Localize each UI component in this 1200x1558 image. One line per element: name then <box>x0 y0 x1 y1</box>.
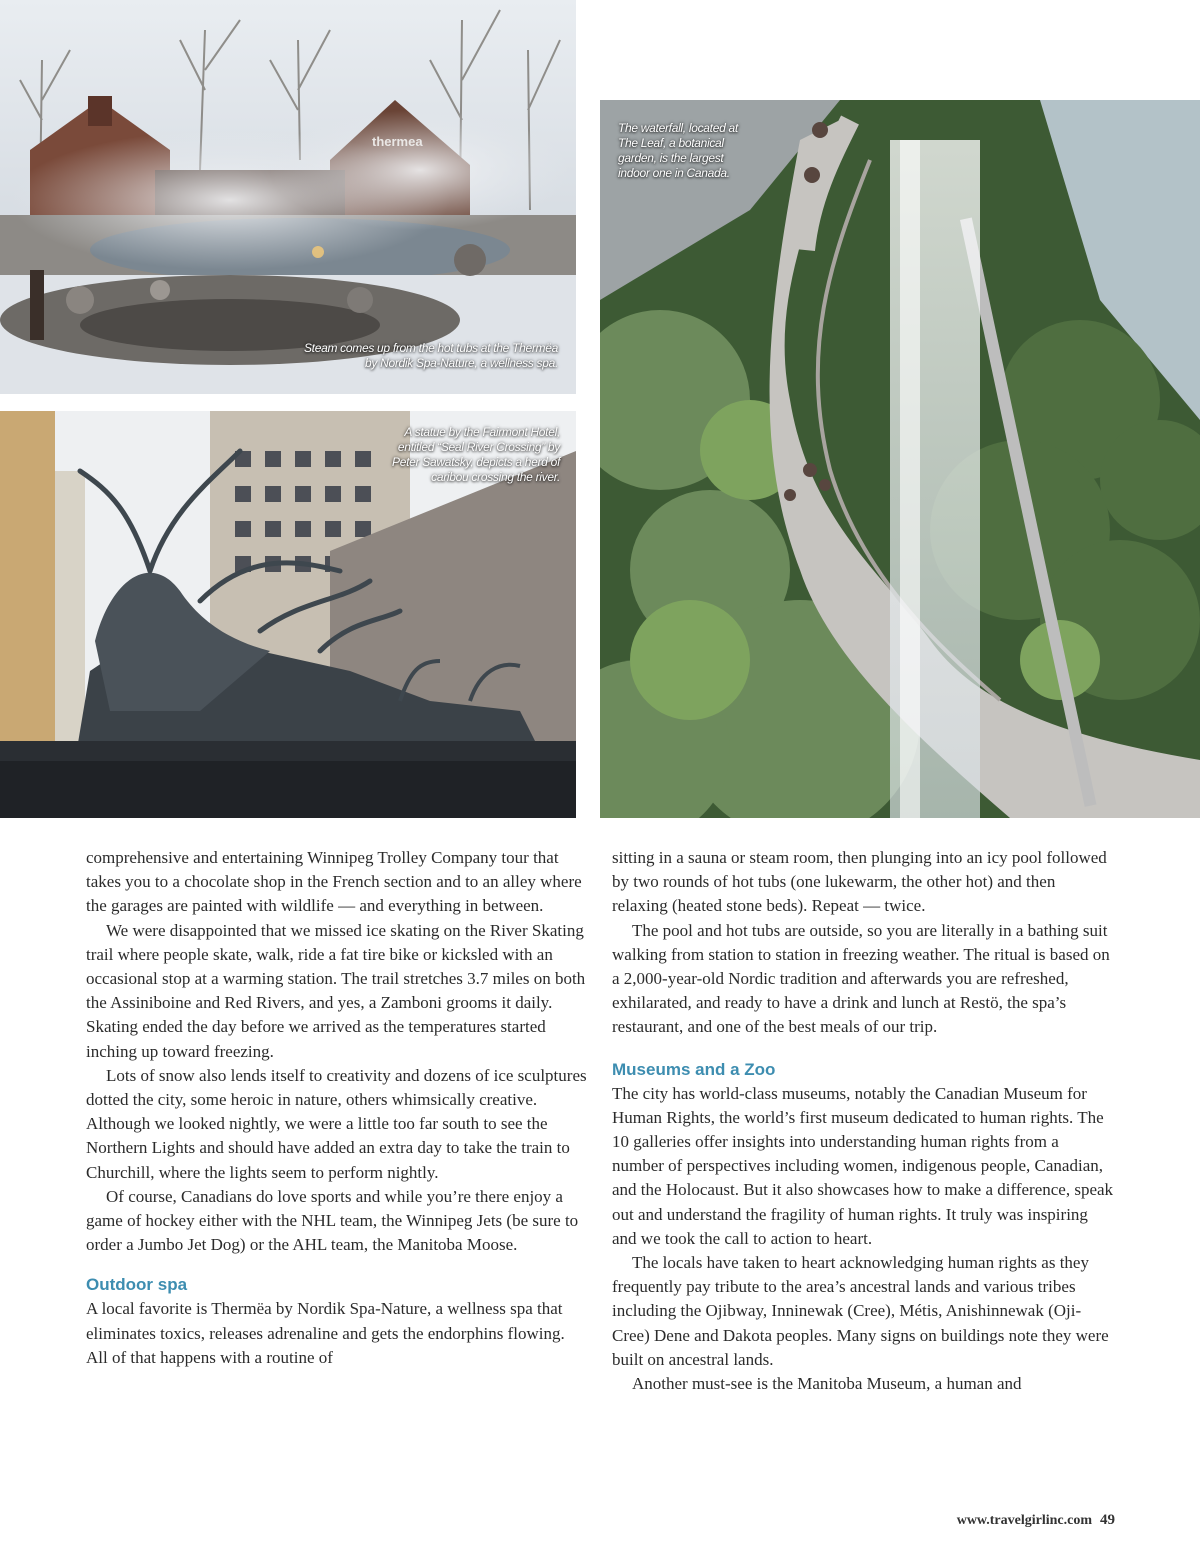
spa-caption: Steam comes up from the hot tubs at the Thermëa by Nordik Spa-Nature, a wellness spa. <box>303 341 558 370</box>
waterfall-caption: The waterfall, located at The Leaf, a botanical garden, is the largest indoor one in Canada. <box>618 121 738 180</box>
right-paragraph-5: Another must-see is the Manitoba Museum, a human and <box>632 1374 1022 1394</box>
right-column <box>612 846 1114 1396</box>
museums-zoo-heading: Museums and a Zoo <box>612 1059 776 1079</box>
outdoor-spa-heading: Outdoor spa <box>86 1275 188 1295</box>
page-number: 49 <box>1100 1512 1115 1528</box>
left-paragraph-1: comprehensive and entertaining Winnipeg Trolley Company tour that takes you to a chocolate shop in the French section and to an alley where the garages are painted with wildlife — and everything in between. <box>86 848 582 916</box>
right-paragraph-2: The pool and hot tubs are outside, so you are literally in a bathing suit walking from station to station in freezing weather. The ritual is based on a 2,000-year-old Nordic tradition and afterwards you are refreshed, exhilarated, and ready to have a drink and lunch at Restö, the spa’s restaurant, and one of the best meals of our trip. <box>612 920 1110 1037</box>
right-paragraph-3: The city has world-class museums, notably the Canadian Museum for Human Rights, the world’s first museum dedicated to human rights. The 10 galleries offer insights into understanding human rights from a number of perspectives including women, indigenous people, Canadian, and the Holocaust. But it also showcases how to make a difference, speak out and understand the fragility of human rights. It truly was inspiring and we took the call to action to heart. <box>612 1083 1114 1248</box>
page-footer <box>957 1512 1115 1529</box>
left-column <box>86 846 588 1370</box>
left-paragraph-3: Lots of snow also lends itself to creativity and dozens of ice sculptures dotted the city, some heroic in nature, others whimsically creative. Although we looked nightly, we were a little too far south to see the Northern Lights and should have added an extra day to take the train to Churchill, where the lights seem to perform nightly. <box>86 1065 587 1182</box>
right-paragraph-4: The locals have taken to heart acknowledging human rights as they frequently pay tribute to the area’s ancestral lands and various tribes including the Ojibway, Inninewak (Cree), Métis, Anishinnewak (Oji-Cree) Dene and Dakota peoples. Many signs on buildings note they were built on ancestral lands. <box>612 1253 1109 1369</box>
spa-photo <box>0 0 576 394</box>
waterfall-photo <box>600 100 1200 818</box>
website-url: www.travelgirlinc.com <box>956 1513 1092 1528</box>
left-paragraph-5: A local favorite is Thermëa by Nordik Spa-Nature, a wellness spa that eliminates toxics, releases adrenaline and gets the endorphins flowing. All of that happens with a routine of <box>86 1299 565 1367</box>
left-paragraph-2: We were disappointed that we missed ice skating on the River Skating trail where people skate, walk, ride a fat tire bike or kicksled with an occasional stop at a warming station. The trail stretches 3.7 miles on both the Assiniboine and Red Rivers, and yes, a Zamboni grooms it daily. Skating ended the day before we arrived as the temperatures started inching up toward freezing. <box>86 920 586 1061</box>
right-paragraph-1: sitting in a sauna or steam room, then plunging into an icy pool followed by two rounds of hot tubs (one lukewarm, the other hot) and then relaxing (heated stone beds). Repeat — twice. <box>612 848 1107 916</box>
left-paragraph-4: Of course, Canadians do love sports and while you’re there enjoy a game of hockey either with the NHL team, the Winnipeg Jets (be sure to order a Jumbo Jet Dog) or the AHL team, the Manitoba Moose. <box>86 1186 579 1255</box>
statue-caption: A statue by the Fairmont Hotel, entitled “Seal River Crossing” by Peter Sawatsky, depicts a herd of caribou crossing the river. <box>392 425 560 484</box>
